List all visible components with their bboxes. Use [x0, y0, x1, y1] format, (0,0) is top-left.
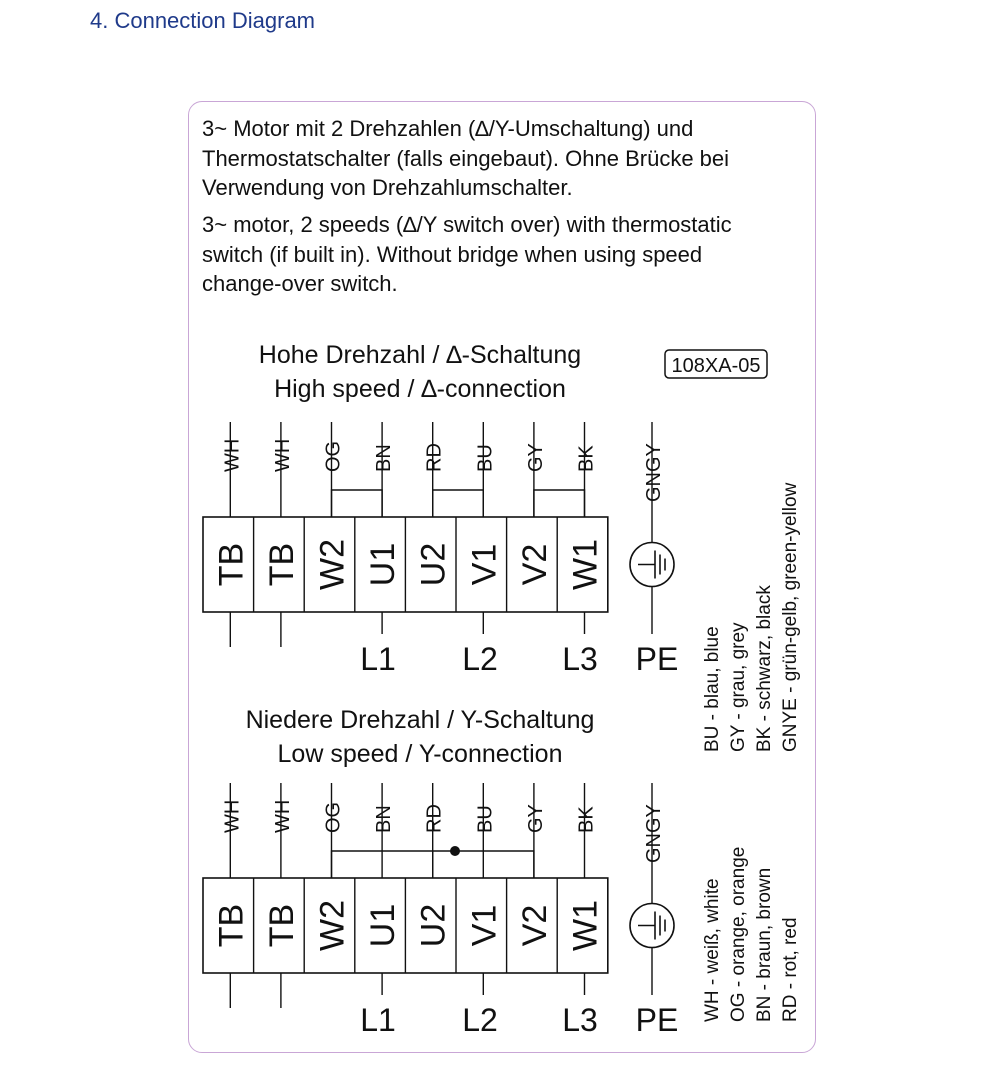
terminal-label: V1: [465, 904, 504, 947]
terminal-label: V2: [515, 543, 554, 586]
phase-label: L2: [462, 641, 498, 677]
high-speed-title-de: Hohe Drehzahl / ∆-Schaltung: [258, 341, 582, 369]
wire-color-label: BN: [373, 805, 396, 833]
section-title: 4. Connection Diagram: [90, 8, 316, 33]
terminal-label: U2: [414, 542, 453, 587]
delta-bridge: [332, 490, 383, 517]
wire-color-label: RD: [423, 804, 446, 833]
description-line: 3~ Motor mit 2 Drehzahlen (∆/Y-Umschaltung) und: [202, 116, 694, 141]
terminal-label: U1: [364, 542, 403, 587]
legend-entry: BU - blau, blue: [702, 626, 723, 752]
phase-label: L1: [360, 641, 396, 677]
wire-color-label: OG: [322, 801, 345, 833]
wire-color-label: WH: [221, 438, 244, 472]
description-line: Verwendung von Drehzahlumschalter.: [202, 175, 573, 200]
model-code: 108XA-05: [671, 355, 761, 377]
low-speed-terminal-block: [203, 783, 678, 1038]
description-line: 3~ motor, 2 speeds (∆/Y switch over) with thermostatic: [202, 212, 732, 237]
terminal-label: TB: [212, 903, 251, 948]
phase-label: L3: [562, 641, 598, 677]
phase-label: L3: [562, 1002, 598, 1038]
description-line: Thermostatschalter (falls eingebaut). Ohne Brücke bei: [202, 145, 730, 171]
earth-wire-label: GNGY: [643, 804, 665, 863]
terminal-label: U1: [364, 903, 403, 948]
terminal-label: W1: [566, 539, 605, 590]
phase-label: PE: [635, 1002, 679, 1038]
phase-label: PE: [635, 641, 679, 677]
wire-color-label: OG: [322, 440, 345, 472]
wire-color-label: GY: [524, 804, 547, 833]
wire-color-label: BU: [474, 805, 497, 833]
high-speed-title-en: High speed / ∆-connection: [274, 375, 566, 403]
wire-color-label: WH: [221, 799, 244, 833]
terminal-label: TB: [262, 542, 301, 587]
terminal-label: W2: [313, 539, 352, 590]
star-point: [450, 846, 460, 856]
terminal-label: W1: [566, 900, 605, 951]
delta-bridge: [534, 490, 585, 517]
low-speed-title-en: Low speed / Y-connection: [277, 740, 563, 768]
wire-color-label: RD: [423, 443, 446, 472]
phase-label: L1: [360, 1002, 396, 1038]
legend-entry: OG - orange, orange: [728, 846, 749, 1022]
earth-wire-label: GNGY: [643, 443, 665, 502]
phase-label: L2: [462, 1002, 498, 1038]
wire-color-label: BK: [575, 806, 598, 833]
legend-entry: GY - grau, grey: [728, 622, 749, 752]
terminal-label: U2: [414, 903, 453, 948]
delta-bridge: [433, 490, 484, 517]
terminal-label: V1: [465, 543, 504, 586]
description-line: change-over switch.: [202, 271, 398, 296]
color-legend: [702, 482, 801, 1022]
wire-color-label: BU: [474, 444, 497, 472]
terminal-label: TB: [212, 542, 251, 587]
terminal-label: W2: [313, 900, 352, 951]
low-speed-title-de: Niedere Drehzahl / Y-Schaltung: [245, 706, 595, 734]
legend-entry: GNYE - grün-gelb, green-yellow: [780, 482, 801, 752]
legend-entry: RD - rot, red: [780, 917, 801, 1022]
legend-entry: BN - braun, brown: [754, 867, 775, 1022]
terminal-label: V2: [515, 904, 554, 947]
wire-color-label: WH: [271, 799, 294, 833]
high-speed-terminal-block: [203, 422, 678, 677]
wire-color-label: WH: [271, 438, 294, 472]
description-line: switch (if built in). Without bridge when using speed: [202, 241, 703, 267]
terminal-label: TB: [262, 903, 301, 948]
wire-color-label: BN: [373, 444, 396, 472]
wire-color-label: BK: [575, 445, 598, 472]
legend-entry: WH - weiß, white: [702, 878, 723, 1022]
wire-color-label: GY: [524, 443, 547, 472]
legend-entry: BK - schwarz, black: [754, 585, 775, 752]
